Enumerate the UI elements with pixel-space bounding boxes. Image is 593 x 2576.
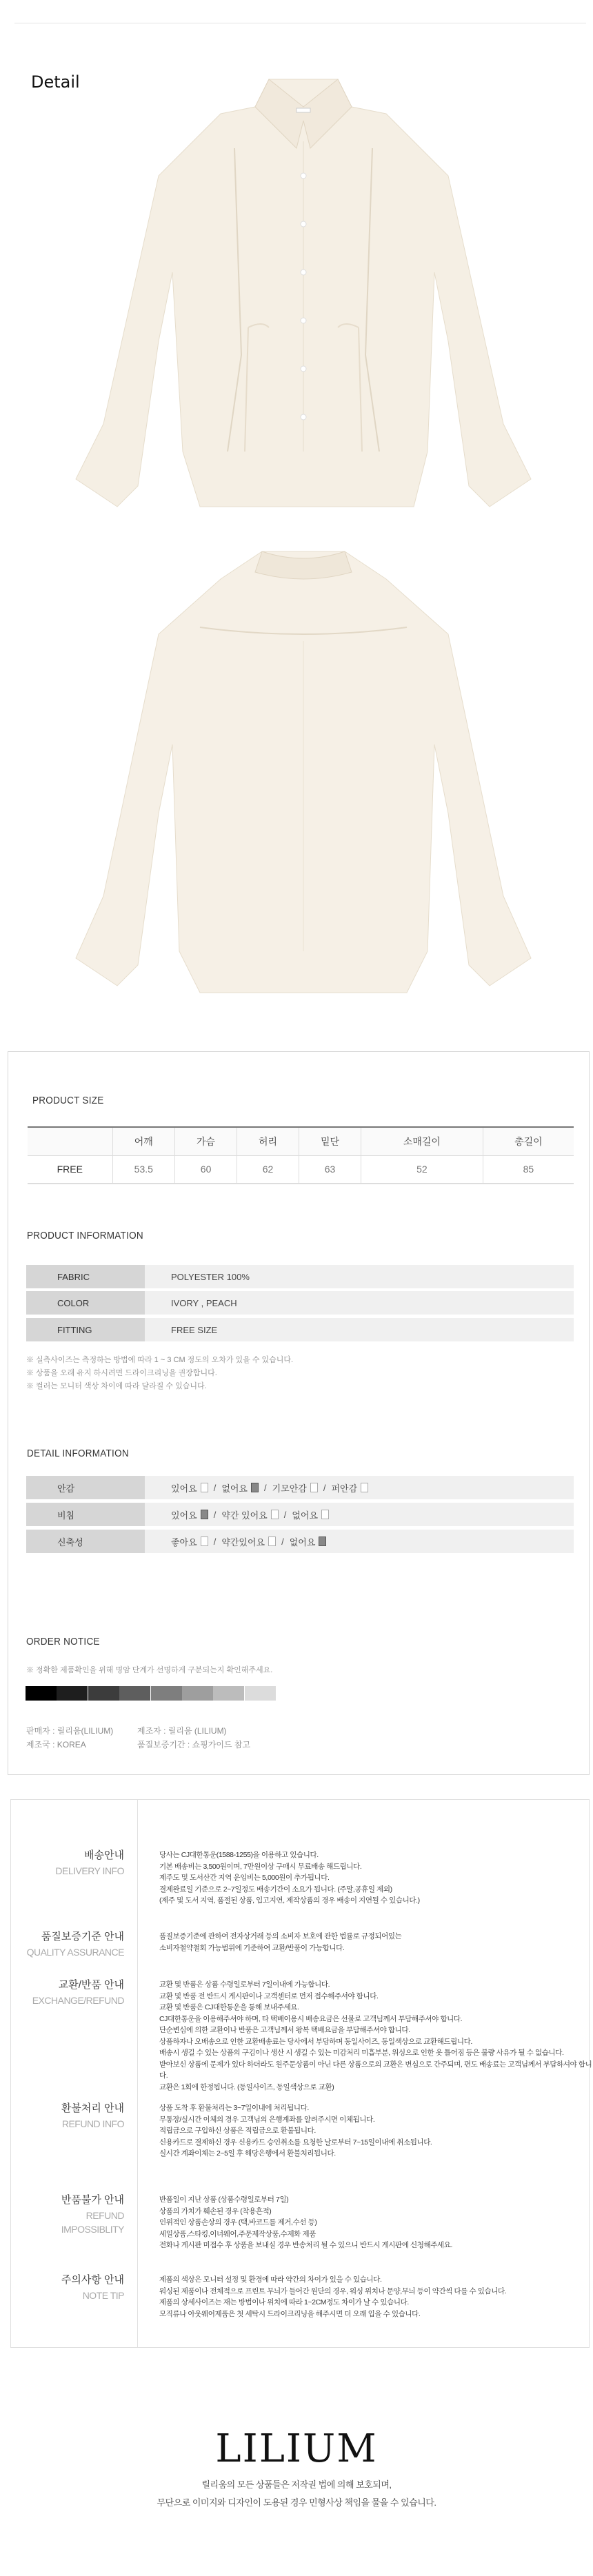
copyright-line: 무단으로 이미지와 디자인이 도용된 경우 민형사상 책임을 물을 수 있습니다. [157, 2497, 436, 2508]
section-lines [159, 1979, 593, 2093]
detail-option [221, 1481, 259, 1494]
copyright-line: 릴리움의 모든 상품들은 저작권 법에 의해 보호되며, [201, 2479, 392, 2490]
detail-options [145, 1535, 332, 1548]
care-note: ※ 컬러는 모니터 색상 차이에 따라 달라질 수 있습니다. [26, 1382, 207, 1390]
section-line: 교환 및 반품은 CJ대한통운을 통해 보내주세요. [159, 2003, 299, 2011]
column-header [28, 1127, 112, 1155]
gray-swatch [151, 1686, 182, 1701]
gray-swatch [213, 1686, 244, 1701]
section-lines [159, 1931, 401, 1954]
product-image-front [62, 65, 545, 514]
table-cell: 52 [361, 1155, 483, 1184]
checkbox-icon [201, 1510, 208, 1519]
section-line: 상품 도착 후 환불처리는 3~7일이내에 처리됩니다. [159, 2104, 309, 2112]
warranty-info: 품질보증기간 : 쇼핑가이드 참고 [137, 1740, 251, 1750]
section-line: 인위적인 상품손상의 경우 (택,바코드를 제거,수선 등) [159, 2218, 317, 2227]
section-title-en: IMPOSSIBLITY [61, 2224, 124, 2235]
checkbox-icon [251, 1483, 259, 1492]
detail-option [221, 1508, 278, 1521]
option-label: 좋아요 [171, 1537, 197, 1548]
section-line: 단순변심에 의한 교환이나 반품은 고객님께서 왕복 택배요금을 부담해주셔야 합니다. [159, 2026, 410, 2034]
section-lines [159, 2194, 452, 2251]
size-table [28, 1126, 574, 1184]
option-label: 없어요 [289, 1537, 316, 1548]
table-row [28, 1155, 574, 1184]
product-image-back [62, 538, 545, 1000]
section-lines [159, 1849, 420, 1907]
section-line: 기본 배송비는 3,500원이며, 7만원이상 구매시 무료배송 해드립니다. [159, 1862, 362, 1871]
detail-option [290, 1535, 327, 1548]
section-line: 제품의 상세사이즈는 재는 방법이나 위치에 따라 1~2CM정도 차이가 날 수 있습니다. [159, 2298, 409, 2306]
gray-swatch [245, 1686, 276, 1701]
detail-option [171, 1535, 208, 1548]
section-title-ko: 교환/반품 안내 [58, 1979, 124, 1991]
info-label: COLOR [26, 1291, 145, 1315]
section-line: 모직류나 아웃웨어제품은 첫 세탁시 드라이크리닝을 해주시면 더 오래 입을 수 있습니다. [159, 2309, 421, 2318]
table-cell: 85 [483, 1155, 574, 1184]
detail-option [331, 1481, 368, 1494]
section-title-en: NOTE TIP [82, 2290, 124, 2301]
brand-logo: LILIUM [215, 2426, 378, 2471]
column-header: 허리 [237, 1127, 299, 1155]
option-label: 없어요 [221, 1483, 248, 1494]
section-line: 상품하자나 오배송으로 인한 교환배송료는 당사에서 부담하며 동일사이즈, 동일색상으로 교환해드립니다. [159, 2037, 472, 2046]
section-title-en: EXCHANGE/REFUND [32, 1995, 124, 2006]
product-information-heading: PRODUCT INFORMATION [27, 1230, 143, 1241]
section-lines [159, 2102, 432, 2160]
detail-option [221, 1535, 276, 1548]
product-size-heading: PRODUCT SIZE [32, 1095, 104, 1106]
option-label: 없어요 [292, 1510, 319, 1521]
info-label: FITTING [26, 1318, 145, 1341]
table-cell: 63 [299, 1155, 361, 1184]
option-label: 약간있어요 [221, 1537, 265, 1548]
table-cell: 53.5 [112, 1155, 175, 1184]
section-line: 반품일이 지난 상품 (상품수령일로부터 7일) [159, 2195, 289, 2204]
detail-label: 안감 [26, 1476, 145, 1499]
column-header: 총길이 [483, 1127, 574, 1155]
gray-swatch [88, 1686, 119, 1701]
info-value: POLYESTER 100% [171, 1271, 250, 1282]
detail-label: 비침 [26, 1503, 145, 1526]
detail-information-heading: DETAIL INFORMATION [27, 1448, 129, 1459]
detail-option [171, 1508, 208, 1521]
section-line: 교환 및 반품 전 반드시 게시판이나 고객센터로 먼저 접수해주셔야 합니다. [159, 1991, 379, 2000]
separator: / [323, 1482, 326, 1493]
brand-label [296, 108, 310, 112]
option-label: 퍼안감 [331, 1483, 358, 1494]
checkbox-icon [201, 1537, 208, 1546]
seller-info: 판매자 : 릴리움(LILIUM) [26, 1726, 114, 1736]
section-line: 워싱된 제품이나 전체적으로 프린트 무늬가 들어간 원단의 경우, 워싱 위치나 문양,무늬 등이 약간씩 다를 수 있습니다. [159, 2286, 507, 2295]
country-info: 제조국 : KOREA [26, 1740, 86, 1750]
gray-swatch [57, 1686, 88, 1701]
info-value: IVORY , PEACH [171, 1297, 237, 1308]
column-header: 소매길이 [361, 1127, 483, 1155]
section-line: 교환 및 반품은 상품 수령일로부터 7일이내에 가능합니다. [159, 1980, 330, 1989]
section-line: 품질보증기준에 관하여 전자상거래 등의 소비자 보호에 관한 법률로 규정되어있는 [159, 1932, 402, 1940]
maker-info: 제조자 : 릴리움 (LILIUM) [137, 1726, 227, 1736]
info-row-fitting [26, 1318, 574, 1341]
option-label: 있어요 [171, 1510, 197, 1521]
section-title-ko: 환불처리 안내 [61, 2102, 124, 2114]
page-title: Detail [31, 72, 80, 92]
section-title-ko: 배송안내 [84, 1849, 124, 1861]
care-note: ※ 실측사이즈는 측정하는 방법에 따라 1 ~ 3 CM 정도의 오차가 있을 수 있습니다. [26, 1356, 294, 1364]
section-line: 적립금으로 구입하신 상품은 적립금으로 환불됩니다. [159, 2127, 316, 2135]
section-line: 신용카드로 결제하신 경우 신용카드 승인취소를 요청한 날로부터 7~15일이내에 취소됩니다. [159, 2138, 432, 2147]
separator: / [283, 1509, 287, 1520]
section-line: 세일상품,스타킹,이너웨어,주문제작상품,수제화 제품 [159, 2229, 316, 2238]
option-label: 있어요 [171, 1483, 197, 1494]
info-row-fabric [26, 1265, 574, 1288]
table-cell: 60 [175, 1155, 237, 1184]
separator: / [264, 1482, 267, 1493]
column-divider [137, 1799, 138, 2348]
section-line: 결제완료일 기준으로 2~7일정도 배송기간이 소요가 됩니다. (주말,공휴일 제외) [159, 1885, 392, 1894]
checkbox-icon [201, 1483, 208, 1492]
detail-options [145, 1481, 374, 1494]
checkbox-icon [271, 1510, 279, 1519]
detail-row [26, 1476, 574, 1499]
separator: / [213, 1536, 217, 1547]
column-header: 밑단 [299, 1127, 361, 1155]
info-value: FREE SIZE [171, 1324, 218, 1335]
section-line: 실시간 계좌이체는 2~5일 후 해당은행에서 환불처리됩니다. [159, 2149, 336, 2158]
size-table-header [28, 1127, 574, 1155]
section-line: 제주도 및 도서산간 지역 운임비는 5,000원이 추가됩니다. [159, 1874, 330, 1882]
order-notice-heading: ORDER NOTICE [26, 1636, 100, 1647]
section-line: 전화나 게시판 미접수 후 상품을 보내실 경우 반송처리 될 수 있으니 반드시 게시판에 신청해주세요. [159, 2241, 452, 2249]
checkbox-icon [319, 1537, 326, 1546]
separator: / [213, 1509, 217, 1520]
section-line: 무통장/실시간 이체의 경우 고객님의 은행계좌를 알려주시면 이체됩니다. [159, 2115, 375, 2124]
section-line: 배송시 생길 수 있는 상품의 구김이나 생산 시 생길 수 있는 미감처리 미흡부분, 워싱으로 인한 옷 틀어짐 등은 불량 사유가 될 수 없습니다. [159, 2049, 564, 2057]
table-cell: 62 [237, 1155, 299, 1184]
section-line: CJ대한통운을 이용해주셔야 하며, 타 택배이용시 배송요금은 선불로 고객님께서 부담해주셔야 합니다. [159, 2014, 463, 2023]
section-title-ko: 반품불가 안내 [61, 2194, 124, 2206]
info-label: FABRIC [26, 1265, 145, 1288]
info-row-color [26, 1291, 574, 1315]
section-line: 받아보신 상품에 문제가 있다 하더라도 원주문상품이 아닌 다른 상품으로의 교환은 변심으로 간주되며, 편도 배송료는 고객님께서 부담하셔야 합니다. [159, 2060, 592, 2080]
checkbox-icon [310, 1483, 318, 1492]
detail-option [171, 1481, 208, 1494]
order-notice-text: ※ 정확한 제품확인을 위해 명암 단계가 선명하게 구분되는지 확인해주세요. [26, 1666, 273, 1674]
section-line: 상품의 가치가 훼손된 경우 (착용흔적) [159, 2207, 272, 2215]
gray-swatch [182, 1686, 213, 1701]
gray-swatch [119, 1686, 150, 1701]
section-line: 제품의 색상은 모니터 설정 및 환경에 따라 약간의 차이가 있을 수 있습니다. [159, 2275, 382, 2284]
separator: / [213, 1482, 217, 1493]
section-title-en: REFUND [86, 2210, 124, 2221]
section-title-en: REFUND INFO [61, 2118, 124, 2129]
section-line: 당사는 CJ대한통운(1588-1255)을 이용하고 있습니다. [159, 1851, 319, 1859]
care-note: ※ 상품을 오래 유지 하시려면 드라이크리닝을 권장합니다. [26, 1369, 217, 1377]
section-title-ko: 주의사항 안내 [61, 2274, 124, 2286]
option-label: 약간 있어요 [221, 1510, 268, 1521]
checkbox-icon [321, 1510, 329, 1519]
detail-options [145, 1508, 334, 1521]
section-line: 소비자철약철회 가능범위에 기준하여 교환/반품이 가능합니다. [159, 1943, 345, 1952]
size-label: FREE [28, 1155, 112, 1184]
detail-row [26, 1530, 574, 1553]
detail-option [272, 1481, 318, 1494]
checkbox-icon [361, 1483, 368, 1492]
section-line: (제주 및 도서 지역, 품절된 상품, 입고지연, 제작상품의 경우 배송이 지연될 수 있습니다.) [159, 1896, 420, 1905]
detail-row [26, 1503, 574, 1526]
section-title-en: QUALITY ASSURANCE [26, 1947, 124, 1958]
separator: / [281, 1536, 284, 1547]
option-label: 기모안감 [272, 1483, 307, 1494]
column-header: 가슴 [175, 1127, 237, 1155]
detail-label: 신축성 [26, 1530, 145, 1553]
section-lines [159, 2274, 506, 2320]
checkbox-icon [268, 1537, 276, 1546]
section-title-en: DELIVERY INFO [55, 1865, 124, 1876]
detail-option [292, 1508, 329, 1521]
column-header: 어깨 [112, 1127, 175, 1155]
gray-swatch [26, 1686, 57, 1701]
section-title-ko: 품질보증기준 안내 [41, 1931, 124, 1943]
section-line: 교환은 1회에 한정됩니다. (동일사이즈, 동일색상으로 교환) [159, 2082, 334, 2091]
